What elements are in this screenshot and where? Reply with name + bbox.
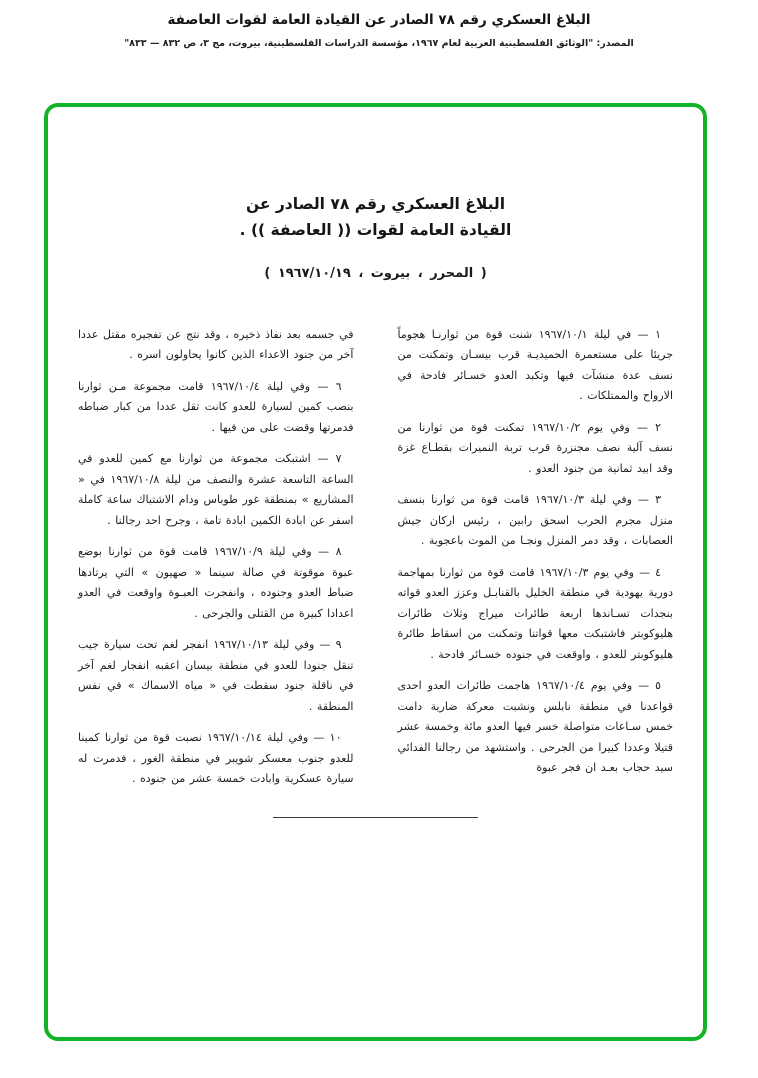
document-title-line-1: البلاغ العسكري رقم ٧٨ الصادر عن: [245, 195, 506, 213]
communique-item-8: ٨ — وفي ليلة ١٩٦٧/١٠/٩ قامت قوة من ثوارنا بوضع عبوة موقوتة في صالة سينما « صهيون » التي يرتادها ضباط العدو وجنوده ، وانفجرت العبـوة واوقعت في العدو اعدادا كبيرة من القتلى والجرحى .: [78, 545, 354, 620]
communique-item-1: ١ — في ليلة ١٩٦٧/١٠/١ شنت قوة من ثوارنـا هجوماً جريئا على مستعمرة الحميديـة قرب بيسـان وتمكنت من نسف عدة منشآت فيها وتكبد العدو خسـائر فادحة في الارواح والممتلكات .: [397, 327, 673, 403]
document-scan: [48, 107, 703, 818]
communique-item-6: ٦ — وفي ليلة ١٩٦٧/١٠/٤ قامت مجموعة مـن ثوارنا بنصب كمين لسيارة للعدو كانت تقل عددا من كبار ضباطه فدمرتها وقضت على من فيها .: [78, 379, 354, 434]
column-left: [78, 325, 354, 801]
communique-item-9: ٩ — وفي ليلة ١٩٦٧/١٠/١٣ انفجر لغم تحت سيارة جيب تنقل جنودا للعدو في منطقة بيسان اعقبه انفجار لغم آخر في ناقلة جنود سقطت في « مياه الاسماك » في نفس المنطقة .: [78, 638, 354, 713]
communique-item-4: ٤ — وفي يوم ١٩٦٧/١٠/٣ قامت قوة من ثوارنا بمهاجمة دورية يهودية في منطقة الخليل بالقنابـل وعزز العدو قواته بنجدات تسـاندها اربعة طائرات ميراج وثلاث طائرات هليوكوبتر فاشتبكت معها قواتنا وتمكنت من اسقاط طائرة هليوكوبتر للعدو ، واوقعت في جنوده خسـائر فادحة .: [397, 565, 673, 661]
column-right: [398, 325, 674, 801]
communique-item-5: ٥ — وفي يوم ١٩٦٧/١٠/٤ هاجمت طائرات العدو احدى قواعدنا في منطقة نابلس ونشبت معركة ضارية دامت خمس سـاعات متواصلة خسر فيها العدو مائة وخمسة عشر قتيلا وعددا كبيرا من الجرحى . واستشهد من رجالنا الفدائي سيد حجاب بعـد ان فجر عبوة: [397, 679, 673, 775]
page-header: [0, 0, 758, 49]
page-header-source: المصدر: "الوثائق الفلسطينية العربية لعام ١٩٦٧، مؤسسة الدراسات الفلسطينية، بيروت، مج ٣، ص ٨٣٢ — ٨٣٣": [124, 38, 634, 49]
document-frame: [44, 103, 707, 1041]
document-dateline: ( المحرر ، بيروت ، ١٩٦٧/١٠/١٩ ): [264, 265, 487, 281]
footnote-divider: [273, 817, 478, 818]
communique-item-5-continuation: في جسمه بعد نفاذ ذخيره ، وقد نتج عن تفجيره مقتل عددا آخر من جنود الاعداء الذين كانوا يحاولون اسره .: [78, 327, 354, 362]
communique-item-7: ٧ — اشتبكت مجموعة من ثوارنا مع كمين للعدو في الساعة التاسعة عشرة والنصف من ليلة ١٩٦٧/١٠/٨ في « المشاريع » بمنطقة غور طوباس ودام الاشتباك ساعة كاملة اسفر عن ابادة الكمين ابادة تامة ، وجرح احد رجالنا .: [78, 452, 354, 527]
document-title: [78, 191, 673, 244]
communique-item-10: ١٠ — وفي ليلة ١٩٦٧/١٠/١٤ نصبت قوة من ثوارنا كمينا للعدو جنوب معسكر شويبر في منطقة الغور ، فدمرت له سيارة عسكرية وابادت خمسة عشر من جنوده .: [78, 731, 354, 786]
communique-item-2: ٢ — وفي يوم ١٩٦٧/١٠/٢ تمكنت قوة من ثوارنا من نسف آلية نصف مجنزرة قرب تربة النميرات بقطـاع غزة وقد ابيد ثمانية من جنود العدو .: [397, 420, 673, 475]
document-title-line-2: القيادة العامة لقوات (( العاصفة )) .: [239, 221, 512, 240]
communique-item-3: ٣ — وفي ليلة ١٩٦٧/١٠/٣ قامت قوة من ثوارنا بنسف منزل مجرم الحرب اسحق رابين ، رئيس اركان جيش العصابات ، وقد دمر المنزل ونجـا من الموت باعجوبة .: [397, 493, 673, 548]
document-columns: [78, 325, 673, 801]
page-header-title: البلاغ العسكري رقم ٧٨ الصادر عن القيادة العامة لقوات العاصفة: [167, 12, 591, 28]
